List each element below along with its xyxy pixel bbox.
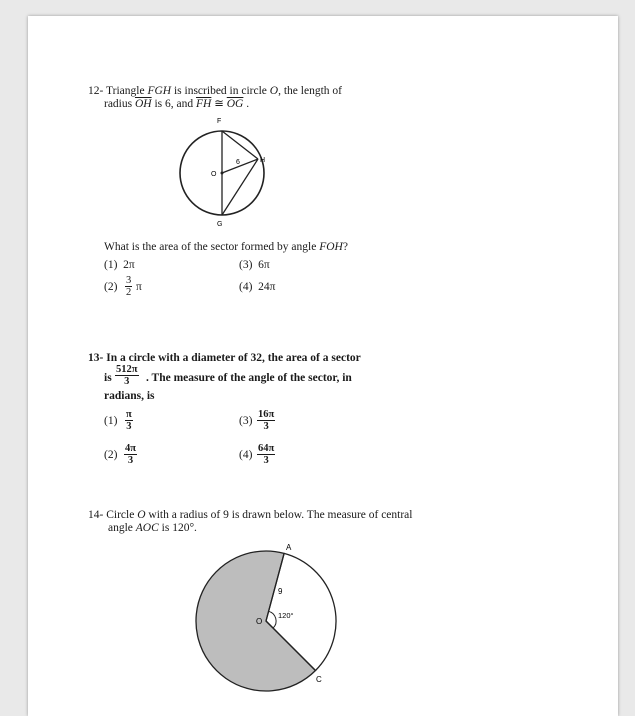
fraction-denominator: 2 <box>126 287 132 298</box>
q12-center-point <box>221 172 224 175</box>
q12-question-text: What is the area of the sector formed by angle <box>104 241 320 253</box>
q13-choice-1[interactable] <box>104 408 164 434</box>
choice-value: 24π <box>258 281 276 293</box>
q12-congruent-symbol: ≅ <box>211 98 227 110</box>
fraction-denominator: 3 <box>124 376 130 387</box>
q12-text: Triangle <box>106 85 148 97</box>
q12-number: 12- <box>88 85 104 97</box>
q14-text: Circle <box>106 509 138 521</box>
q14-circle-diagram <box>28 536 618 716</box>
q14-label-a: A <box>286 543 292 552</box>
q14-number: 14- <box>88 509 104 521</box>
choice-fraction <box>257 443 275 466</box>
q14-circle-name: O <box>137 509 146 521</box>
fraction-denominator: 3 <box>263 455 269 466</box>
q12-choice-1[interactable] <box>104 259 135 272</box>
choice-number: (2) <box>104 449 118 461</box>
choice-fraction <box>257 409 275 432</box>
q12-text: . <box>243 98 250 110</box>
q12-segment-oc: $\overline{OG}$ <box>226 98 244 110</box>
q12-circle-name: O <box>269 85 279 97</box>
fraction-numerator: 4π <box>125 443 137 454</box>
q12-angle-name: FOH <box>319 241 343 253</box>
q14-text: is 120°. <box>158 522 197 534</box>
fraction-denominator: 3 <box>263 421 269 432</box>
q14-label-120: 120° <box>278 611 294 620</box>
fraction-numerator: 3 <box>126 275 132 286</box>
q13-choice-4[interactable] <box>239 442 309 468</box>
choice-number: (3) <box>239 415 253 427</box>
q12-choice-3[interactable] <box>239 259 270 272</box>
choice-number: (4) <box>239 449 253 461</box>
q12-question-text: ? <box>342 241 348 253</box>
choice-number: (1) <box>104 259 118 271</box>
q12-label-h: H <box>260 157 266 164</box>
q12-label-6: 6 <box>236 159 240 166</box>
fraction-denominator: 3 <box>127 455 134 466</box>
q12-label-f: F <box>217 118 222 125</box>
q12-segment-oh: $\overline{OH}$ <box>134 98 152 110</box>
q13-line-3: radians, is <box>104 390 155 402</box>
q12-triangle-name: FGH <box>147 85 172 97</box>
q14-line-1 <box>88 509 413 522</box>
choice-fraction <box>124 443 137 466</box>
q12-text: is 6, and <box>151 98 197 110</box>
q12-segment-oh-line <box>222 159 258 173</box>
choice-number: (1) <box>104 415 118 427</box>
q13-text: In a circle with a diameter of 32, the area of a sector <box>106 352 361 364</box>
q13-line-2 <box>104 363 404 389</box>
q12-choice-2[interactable] <box>104 275 194 299</box>
q14-label-9: 9 <box>278 587 283 596</box>
q14-text: angle <box>108 522 136 534</box>
fraction-numerator: 512π <box>116 364 138 375</box>
q12-segment-fh: $\overline{FH}$ <box>196 98 212 110</box>
q13-text: . The measure of the angle of the sector, in <box>146 372 352 384</box>
worksheet-page <box>28 16 618 716</box>
choice-value: 2π <box>123 259 135 271</box>
q13-text: is <box>104 372 112 384</box>
q12-label-g: G <box>217 221 223 228</box>
choice-number: (2) <box>104 281 118 293</box>
choice-fraction <box>125 409 133 432</box>
q14-label-c: C <box>316 675 322 684</box>
choice-number: (3) <box>239 259 253 271</box>
q13-fraction <box>115 364 139 387</box>
choice-pi: π <box>136 281 142 293</box>
fraction-numerator: 64π <box>258 443 275 454</box>
q12-segment-hg <box>222 159 258 215</box>
q12-question <box>104 241 348 254</box>
q12-label-o: O <box>211 171 217 178</box>
choice-fraction <box>125 275 132 298</box>
q13-choice-2[interactable] <box>104 442 164 468</box>
fraction-numerator: 16π <box>258 409 275 420</box>
q12-text: is inscribed in circle <box>171 85 270 97</box>
q14-label-o: O <box>256 617 263 626</box>
q14-angle-name: AOC <box>135 522 159 534</box>
q12-choice-4[interactable] <box>239 281 275 294</box>
q13-number: 13- <box>88 352 104 364</box>
q12-text: , the length of <box>278 85 342 97</box>
fraction-denominator: 3 <box>126 421 132 432</box>
q12-text: radius <box>104 98 135 110</box>
q14-text: with a radius of 9 is drawn below. The measure of central <box>145 509 413 521</box>
q13-choice-3[interactable] <box>239 408 309 434</box>
q14-line-2 <box>108 522 197 535</box>
fraction-numerator: π <box>126 409 132 420</box>
choice-number: (4) <box>239 281 253 293</box>
choice-value: 6π <box>258 259 270 271</box>
q12-circle-diagram <box>28 16 618 256</box>
